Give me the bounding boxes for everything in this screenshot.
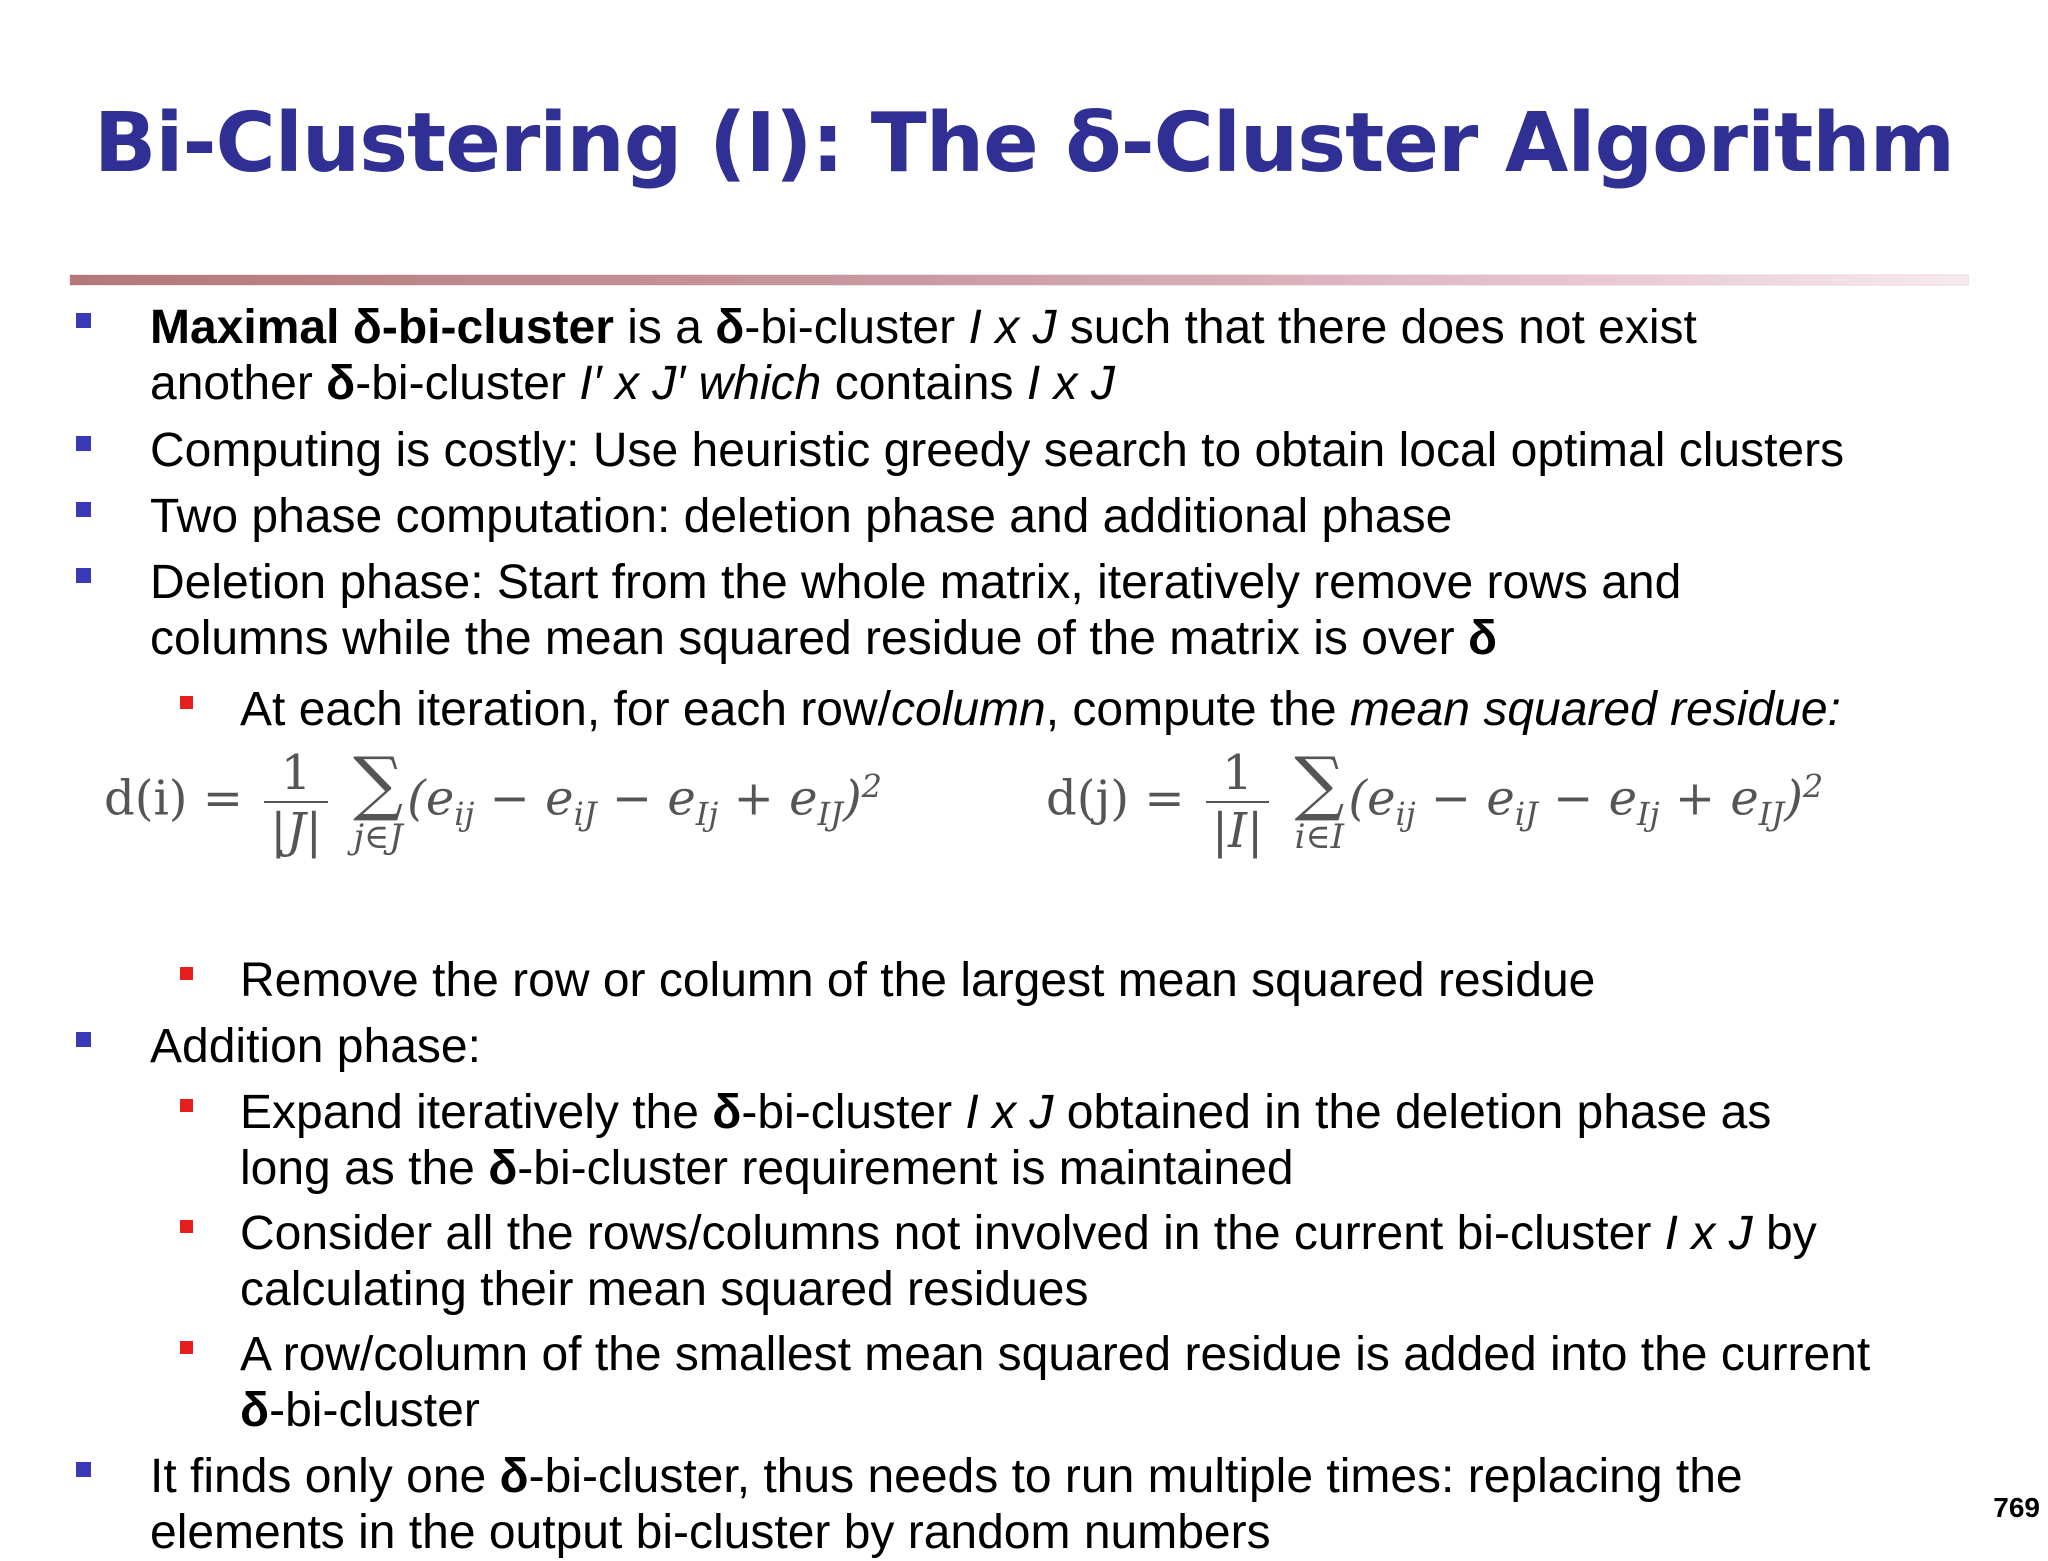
bullet-marker [76, 1462, 91, 1477]
sub-bullet-marker [180, 967, 193, 980]
bullet-addition-phase: Addition phase: [150, 1020, 481, 1073]
bullet-one-bicluster: It finds only one δ-bi-cluster, thus needs to run multiple times: replacing the elements in the output bi-cluster by random numbers [150, 1450, 1743, 1559]
sub-bullet-each-iteration: At each iteration, for each row/column, compute the mean squared residue: [240, 683, 1841, 736]
bullet-deletion-phase: Deletion phase: Start from the whole matrix, iteratively remove rows and columns while the mean squared residue of the matrix is over δ [150, 556, 1682, 665]
sub-bullet-consider-rows: Consider all the rows/columns not involved in the current bi-cluster I x J by calculating their mean squared residues [240, 1207, 1817, 1316]
bullet-marker [76, 502, 91, 517]
formula-column-residue: d(j) = $\frac{1}{|I|}$ ∑ i∈I $(e_{ij} - e_{iJ} - e_{Ij} + e_{IJ})^2$ [1046, 742, 1824, 859]
sub-bullet-marker [180, 1341, 193, 1354]
bullet-marker [76, 1032, 91, 1047]
sub-bullet-expand: Expand iteratively the δ-bi-cluster I x J obtained in the deletion phase as long as the δ-bi-cluster requirement is maintained [240, 1086, 1772, 1195]
sub-bullet-marker [180, 1220, 193, 1233]
bullet-maximal-bicluster: Maximal δ-bi-cluster is a δ-bi-cluster I x J such that there does not exist another δ-bi-cluster I′ x J′ which contains I x J [150, 301, 1697, 410]
sub-bullet-marker [180, 1099, 193, 1112]
bullet-two-phase: Two phase computation: deletion phase and additional phase [150, 490, 1453, 543]
bullet-computing-costly: Computing is costly: Use heuristic greedy search to obtain local optimal clusters [150, 424, 1845, 477]
bullet-marker [76, 436, 91, 451]
bullet-marker [76, 313, 91, 328]
page-number: 769 [1993, 1492, 2040, 1523]
formula-row-residue: d(i) = $\frac{1}{|J|}$ ∑ j∈J $(e_{ij} - e_{iJ} - e_{Ij} + e_{IJ})^2$ [104, 742, 883, 859]
slide-title: Bi-Clustering (I): The δ-Cluster Algorithm [93, 96, 1955, 191]
sub-bullet-smallest-residue: A row/column of the smallest mean squared residue is added into the current δ-bi-cluster [240, 1328, 1871, 1437]
sub-bullet-marker [180, 696, 193, 709]
sub-bullet-remove-row: Remove the row or column of the largest mean squared residue [240, 954, 1596, 1007]
bullet-marker [76, 568, 91, 583]
title-divider [69, 274, 1969, 286]
